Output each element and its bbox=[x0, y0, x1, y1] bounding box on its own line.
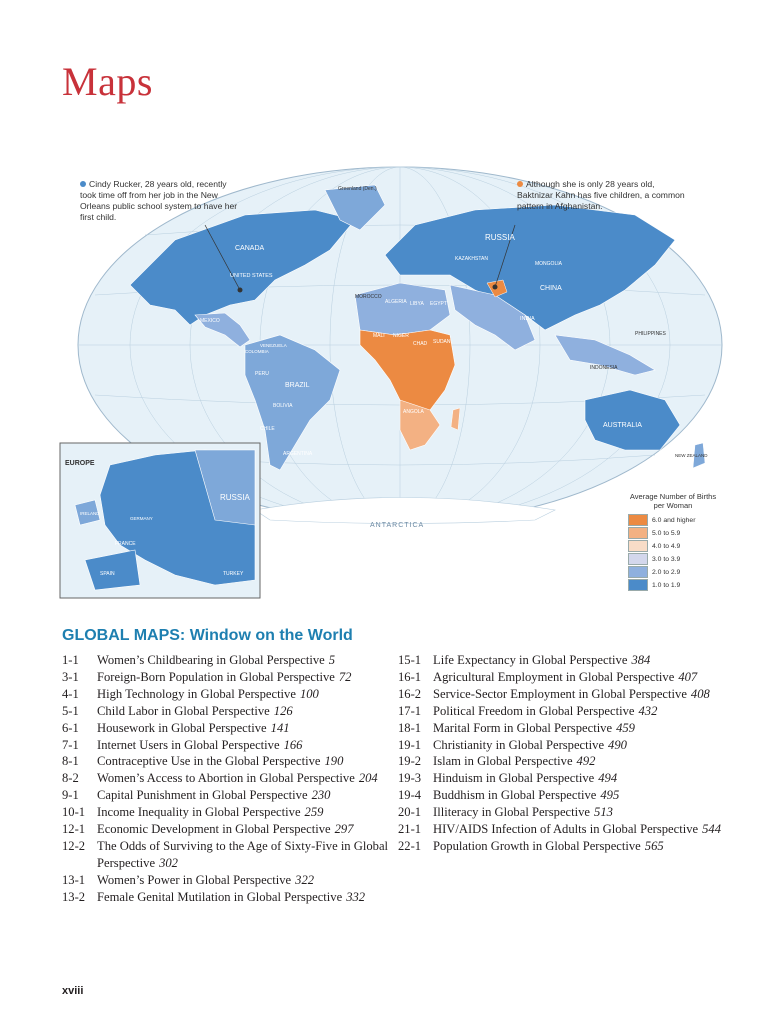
map-title bbox=[433, 652, 733, 669]
map-title bbox=[433, 838, 733, 855]
map-title bbox=[97, 720, 392, 737]
map-title bbox=[97, 787, 392, 804]
legend-rows bbox=[628, 514, 718, 591]
map-title bbox=[433, 770, 733, 787]
page-number: 384 bbox=[631, 653, 651, 667]
list-item[interactable] bbox=[62, 889, 392, 906]
map-number: 22-1 bbox=[398, 838, 422, 853]
map-title bbox=[97, 669, 392, 686]
label-china: CHINA bbox=[540, 285, 562, 292]
page-number: 204 bbox=[358, 771, 378, 786]
map-title-text: Housework in Global Perspective bbox=[97, 720, 267, 735]
legend-title: Average Number of Births per Woman bbox=[629, 492, 717, 510]
map-title-text: Women’s Power in Global Perspective bbox=[97, 872, 292, 887]
map-title-text: HIV/AIDS Infection of Adults in Global Perspective bbox=[433, 822, 699, 837]
map-number: 12-1 bbox=[62, 822, 86, 837]
map-title bbox=[97, 703, 392, 720]
label-spain: SPAIN bbox=[100, 571, 115, 577]
label-colombia: COLOMBIA bbox=[245, 349, 269, 354]
callout-right-body: Although she is only 28 years old, Baktnizar Kahn has five children, a common pattern in Afghanistan. bbox=[517, 179, 685, 211]
map-number: 21-1 bbox=[398, 822, 422, 837]
map-title-text: Economic Development in Global Perspective bbox=[97, 822, 331, 837]
legend-label: 2.0 to 2.9 bbox=[652, 568, 681, 576]
map-number: 1-1 bbox=[62, 653, 79, 667]
list-item[interactable] bbox=[398, 652, 733, 669]
page-number: 490 bbox=[608, 737, 627, 752]
list-item[interactable] bbox=[398, 804, 733, 821]
list-item[interactable] bbox=[62, 770, 392, 787]
global-maps-list-right bbox=[398, 652, 733, 855]
map-title bbox=[97, 804, 392, 821]
map-title-text: Population Growth in Global Perspective bbox=[433, 838, 641, 853]
map-number: 16-2 bbox=[398, 686, 422, 701]
map-title-text: Christianity in Global Perspective bbox=[433, 737, 605, 752]
map-title bbox=[433, 686, 733, 703]
map-number: 7-1 bbox=[62, 737, 79, 752]
map-number: 19-4 bbox=[398, 788, 422, 803]
label-europe: EUROPE bbox=[65, 460, 95, 467]
page-number: 407 bbox=[678, 669, 698, 684]
label-new-zealand: NEW ZEALAND bbox=[675, 453, 708, 458]
global-maps-heading bbox=[62, 627, 353, 645]
label-greenland: Greenland (Den.) bbox=[338, 186, 377, 192]
map-title bbox=[97, 686, 392, 703]
map-title bbox=[97, 770, 392, 787]
global-maps-list-left bbox=[62, 652, 392, 906]
label-turkey: TURKEY bbox=[223, 571, 244, 577]
map-title bbox=[97, 821, 392, 838]
map-title bbox=[97, 737, 392, 754]
map-title bbox=[433, 804, 733, 821]
map-title bbox=[97, 838, 392, 872]
map-number: 13-1 bbox=[62, 872, 86, 887]
label-germany: GERMANY bbox=[130, 516, 153, 521]
page-number: 544 bbox=[702, 822, 722, 837]
page-number: 322 bbox=[295, 872, 315, 887]
list-item[interactable] bbox=[398, 787, 733, 804]
legend-label: 3.0 to 3.9 bbox=[652, 555, 681, 563]
legend-swatch bbox=[628, 527, 648, 539]
label-kazakhstan: KAZAKHSTAN bbox=[455, 256, 488, 262]
map-title-text: Capital Punishment in Global Perspective bbox=[97, 788, 308, 803]
map-title-text: Internet Users in Global Perspective bbox=[97, 737, 280, 752]
label-india: INDIA bbox=[520, 316, 535, 322]
page-number: 513 bbox=[594, 805, 613, 820]
map-title-text: Income Inequality in Global Perspective bbox=[97, 805, 301, 820]
legend-swatch bbox=[628, 514, 648, 526]
list-item[interactable] bbox=[62, 753, 392, 770]
label-libya: LIBYA bbox=[410, 301, 424, 307]
map-title bbox=[433, 737, 733, 754]
map-number: 3-1 bbox=[62, 669, 79, 684]
map-title-text: Foreign-Born Population in Global Perspective bbox=[97, 669, 335, 684]
map-title bbox=[433, 669, 733, 686]
callout-right-dot bbox=[517, 181, 523, 187]
label-sudan: SUDAN bbox=[433, 339, 451, 345]
list-item[interactable] bbox=[398, 737, 733, 754]
page-folio: xviii bbox=[62, 985, 84, 997]
map-title-text: Hinduism in Global Perspective bbox=[433, 771, 595, 786]
legend-label: 1.0 to 1.9 bbox=[652, 581, 681, 589]
label-egypt: EGYPT bbox=[430, 301, 447, 307]
label-mexico: MEXICO bbox=[200, 318, 220, 324]
map-legend bbox=[628, 492, 718, 592]
label-russia-inset: RUSSIA bbox=[220, 493, 250, 502]
map-number: 15-1 bbox=[398, 653, 422, 667]
map-number: 19-2 bbox=[398, 754, 422, 769]
label-mongolia: MONGOLIA bbox=[535, 261, 562, 267]
page-number: 494 bbox=[598, 771, 618, 786]
list-item[interactable] bbox=[62, 669, 392, 686]
map-title-text: Service-Sector Employment in Global Perspective bbox=[433, 686, 687, 701]
global-maps-heading-rest: Window on the World bbox=[189, 627, 353, 644]
label-canada: CANADA bbox=[235, 245, 265, 252]
map-title bbox=[433, 787, 733, 804]
label-bolivia: BOLIVIA bbox=[273, 403, 293, 409]
label-france: FRANCE bbox=[115, 541, 136, 547]
label-antarctica: ANTARCTICA bbox=[370, 522, 425, 529]
list-item[interactable] bbox=[398, 838, 733, 855]
legend-item bbox=[628, 540, 718, 552]
map-title-text: Women’s Childbearing in Global Perspective bbox=[97, 653, 325, 667]
list-item[interactable] bbox=[62, 703, 392, 720]
label-algeria: ALGERIA bbox=[385, 299, 407, 305]
map-number: 4-1 bbox=[62, 686, 79, 701]
map-title bbox=[97, 872, 392, 889]
legend-item bbox=[628, 527, 718, 539]
map-number: 13-2 bbox=[62, 889, 86, 904]
page-number: 141 bbox=[270, 720, 290, 735]
map-number: 20-1 bbox=[398, 805, 422, 820]
list-item[interactable] bbox=[398, 821, 733, 838]
label-niger: NIGER bbox=[393, 333, 409, 339]
map-number: 18-1 bbox=[398, 720, 422, 735]
list-item[interactable] bbox=[398, 686, 733, 703]
callout-left-text bbox=[80, 179, 245, 223]
map-title-text: Political Freedom in Global Perspective bbox=[433, 703, 635, 718]
label-ireland: IRELAND bbox=[80, 511, 100, 516]
label-usa: UNITED STATES bbox=[230, 273, 273, 279]
page-number: 297 bbox=[334, 822, 354, 837]
map-title bbox=[97, 753, 392, 770]
list-item[interactable] bbox=[62, 686, 392, 703]
map-title bbox=[433, 720, 733, 737]
legend-item bbox=[628, 566, 718, 578]
page-number: 190 bbox=[324, 754, 344, 769]
label-russia: RUSSIA bbox=[485, 233, 515, 242]
page-number: 495 bbox=[600, 788, 620, 803]
map-title-text: Child Labor in Global Perspective bbox=[97, 703, 270, 718]
label-argentina: ARGENTINA bbox=[283, 451, 313, 457]
legend-swatch bbox=[628, 553, 648, 565]
callout-left-dot bbox=[80, 181, 86, 187]
list-item[interactable] bbox=[398, 669, 733, 686]
page-number: 565 bbox=[644, 838, 664, 853]
map-number: 8-2 bbox=[62, 771, 79, 786]
map-title-text: Contraceptive Use in the Global Perspective bbox=[97, 754, 321, 769]
page-title: Maps bbox=[62, 59, 153, 104]
list-item[interactable] bbox=[62, 821, 392, 838]
page-number: 126 bbox=[273, 703, 293, 718]
legend-swatch bbox=[628, 540, 648, 552]
map-title-text: Islam in Global Perspective bbox=[433, 754, 573, 769]
map-title bbox=[97, 652, 392, 669]
page-number: 432 bbox=[638, 703, 658, 718]
list-item[interactable] bbox=[62, 804, 392, 821]
list-item[interactable] bbox=[62, 872, 392, 889]
map-title bbox=[433, 821, 733, 838]
map-number: 5-1 bbox=[62, 703, 79, 718]
map-title-text: High Technology in Global Perspective bbox=[97, 686, 296, 701]
list-item[interactable] bbox=[62, 720, 392, 737]
page-number: 492 bbox=[576, 754, 596, 769]
label-venezuela: VENEZUELA bbox=[260, 343, 287, 348]
page-number: 259 bbox=[304, 805, 324, 820]
map-title bbox=[97, 889, 392, 906]
legend-label: 5.0 to 5.9 bbox=[652, 529, 681, 537]
page-number: 166 bbox=[283, 737, 303, 752]
label-angola: ANGOLA bbox=[403, 409, 424, 415]
map-number: 19-3 bbox=[398, 771, 422, 786]
list-item[interactable] bbox=[398, 703, 733, 720]
page-number: 5 bbox=[328, 653, 336, 667]
legend-item bbox=[628, 514, 718, 526]
map-number: 12-2 bbox=[62, 838, 86, 853]
legend-item bbox=[628, 579, 718, 591]
legend-label: 4.0 to 4.9 bbox=[652, 542, 681, 550]
map-number: 17-1 bbox=[398, 703, 422, 718]
map-number: 16-1 bbox=[398, 669, 422, 684]
label-morocco: MOROCCO bbox=[355, 294, 382, 300]
page-number: 459 bbox=[616, 720, 635, 735]
world-map-graphic bbox=[55, 165, 725, 630]
page-number: 332 bbox=[346, 889, 366, 904]
list-item[interactable] bbox=[62, 787, 392, 804]
label-australia: AUSTRALIA bbox=[603, 422, 642, 429]
map-number: 8-1 bbox=[62, 754, 79, 769]
map-title bbox=[433, 703, 733, 720]
list-item[interactable] bbox=[62, 838, 392, 872]
map-number: 9-1 bbox=[62, 788, 79, 803]
label-chile: CHILE bbox=[260, 426, 275, 432]
map-number: 6-1 bbox=[62, 720, 79, 735]
list-item[interactable] bbox=[62, 737, 392, 754]
map-title bbox=[433, 753, 733, 770]
legend-item bbox=[628, 553, 718, 565]
list-item[interactable] bbox=[398, 720, 733, 737]
legend-label: 6.0 and higher bbox=[652, 516, 696, 524]
map-title-text: Marital Form in Global Perspective bbox=[433, 720, 613, 735]
europe-inset bbox=[60, 443, 260, 598]
world-fertility-map bbox=[55, 165, 725, 630]
page-number: 230 bbox=[311, 788, 331, 803]
list-item[interactable] bbox=[62, 652, 392, 669]
label-brazil: BRAZIL bbox=[285, 382, 310, 389]
page-number: 100 bbox=[299, 686, 319, 701]
map-title-text: Illiteracy in Global Perspective bbox=[433, 805, 591, 820]
page-number: 302 bbox=[159, 855, 178, 870]
map-title-text: The Odds of Surviving to the Age of Sixty-Five in Global Perspective bbox=[97, 838, 389, 870]
list-item[interactable] bbox=[398, 770, 733, 787]
map-title-text: Female Genital Mutilation in Global Perspective bbox=[97, 889, 343, 904]
legend-swatch bbox=[628, 566, 648, 578]
map-number: 19-1 bbox=[398, 737, 422, 752]
page-number: 408 bbox=[690, 686, 710, 701]
map-number: 10-1 bbox=[62, 805, 86, 820]
label-peru: PERU bbox=[255, 371, 269, 377]
map-title-text: Women’s Access to Abortion in Global Perspective bbox=[97, 771, 355, 786]
map-title-text: Buddhism in Global Perspective bbox=[433, 788, 597, 803]
label-indonesia: INDONESIA bbox=[590, 365, 618, 371]
label-chad: CHAD bbox=[413, 341, 428, 347]
map-title-text: Agricultural Employment in Global Perspective bbox=[433, 669, 675, 684]
legend-swatch bbox=[628, 579, 648, 591]
map-title-text: Life Expectancy in Global Perspective bbox=[433, 653, 628, 667]
label-mali: MALI bbox=[373, 333, 385, 339]
callout-right-text bbox=[517, 179, 692, 212]
label-philippines: PHILIPPINES bbox=[635, 331, 666, 337]
list-item[interactable] bbox=[398, 753, 733, 770]
page-number: 72 bbox=[338, 669, 352, 684]
global-maps-heading-bold: GLOBAL MAPS: bbox=[62, 627, 186, 644]
callout-right-point bbox=[493, 285, 498, 290]
callout-left-body: Cindy Rucker, 28 years old, recently took time off from her job in the New Orleans public school system to have her first child. bbox=[80, 179, 238, 222]
callout-left-point bbox=[238, 288, 243, 293]
